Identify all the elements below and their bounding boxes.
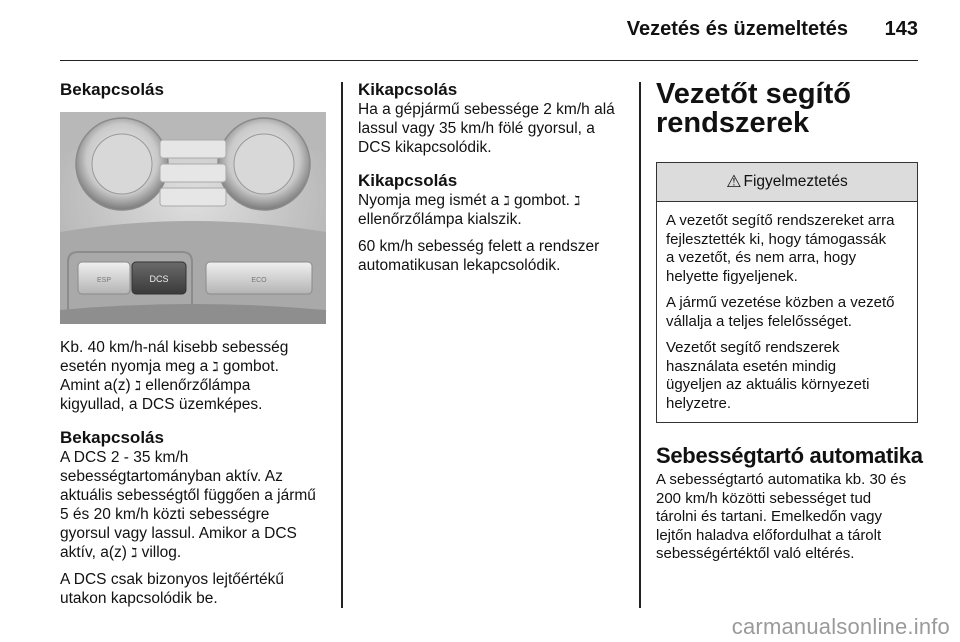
chapter-title-line: Vezetőt segítő [656, 78, 851, 110]
column-divider-2 [639, 82, 641, 608]
button-label-eco: ECO [251, 277, 267, 284]
warning-box [656, 162, 918, 423]
text-line: villog. [137, 544, 182, 561]
button-label-esp: ESP [96, 277, 112, 284]
text-line: Vezetőt segítő rendszerek [666, 339, 840, 356]
section-kikapcsolas-1 [358, 80, 630, 157]
section-cruise-control [656, 443, 922, 564]
section-heading: Kikapcsolás [358, 171, 458, 190]
text-line: A DCS csak bizonyos lejtőértékű [60, 571, 284, 588]
text-line: esetén nyomja meg a [60, 358, 213, 375]
text-line: ellenőrzőlámpa [141, 377, 251, 394]
text-line: Amint a(z) [60, 377, 135, 394]
text-line: gombot. [218, 358, 279, 375]
text-line: Ha a gépjármű sebessége 2 km/h alá [358, 101, 615, 118]
dashboard-photo [60, 112, 326, 324]
text-line: tárolni és tartani. Emelkedőn vagy [656, 508, 882, 525]
text-line: aktív, a(z) [60, 544, 132, 561]
text-line: ügyeljen az aktuális környezeti [666, 376, 870, 393]
text-line: A jármű vezetése közben a vezető [666, 294, 895, 311]
page-number: 143 [884, 18, 918, 40]
watermark: carmanualsonline.info [731, 614, 950, 639]
text-line: helyzetre. [666, 394, 732, 412]
column-2 [358, 76, 630, 289]
text-line: fejlesztették ki, hogy támogassák [666, 230, 887, 248]
text-line: Nyomja meg ismét a [358, 192, 504, 209]
dcs-icon: ℷ [503, 193, 510, 208]
column-divider-1 [341, 82, 343, 608]
dcs-icon: ℷ [212, 359, 219, 374]
text-line: helyette figyeljenek. [666, 267, 798, 285]
chapter-title-line: rendszerek [656, 107, 810, 139]
warning-label: Figyelmeztetés [743, 173, 848, 190]
text-line: lejtőn haladva előfordulhat a tárolt [656, 526, 882, 544]
text-line: ellenőrzőlámpa kialszik. [358, 211, 522, 228]
paragraph-bekapcsolas [60, 338, 328, 414]
chapter-title [656, 80, 922, 138]
text-line: 60 km/h sebesség felett a rendszer [358, 238, 600, 255]
dcs-icon: ℷ [574, 193, 581, 208]
page-header [60, 0, 918, 61]
text-line: sebességértéktől való eltérés. [656, 545, 855, 562]
text-line: gombot. [509, 192, 575, 209]
text-line: utakon kapcsolódik be. [60, 590, 218, 607]
text-line: a vezetőt, és nem arra, hogy [666, 249, 857, 266]
text-line: gyorsul vagy lassul. Amikor a DCS [60, 525, 297, 542]
dcs-icon: ℷ [134, 378, 141, 393]
section-bekapcsolas-2 [60, 428, 328, 608]
text-line: 5 és 20 km/h közti sebességre [60, 506, 270, 523]
text-line: aktuális sebességtől függően a jármű [60, 487, 316, 504]
text-line: A vezetőt segítő rendszereket arra [666, 212, 895, 229]
text-line: A sebességtartó automatika kb. 30 és [656, 471, 907, 488]
text-line: vállalja a teljes felelősséget. [666, 312, 852, 330]
text-line: lassul vagy 35 km/h fölé gyorsul, a [358, 120, 595, 137]
text-line: sebességtartományban aktív. Az [60, 468, 283, 485]
column-1 [60, 76, 328, 622]
text-line: A DCS 2 - 35 km/h [60, 449, 189, 466]
section-heading-cruise: Sebességtartó automatika [656, 443, 923, 468]
warning-header [657, 163, 917, 202]
text-line: Kb. 40 km/h-nál kisebb sebesség [60, 339, 289, 356]
warning-body [657, 202, 917, 422]
section-heading: Kikapcsolás [358, 80, 458, 99]
button-label-dcs: DCS [149, 274, 169, 284]
text-line: DCS kikapcsolódik. [358, 139, 492, 156]
section-heading: Bekapcsolás [60, 428, 164, 447]
text-line: 200 km/h közötti sebességet tud [656, 489, 872, 507]
section-kikapcsolas-2 [358, 171, 630, 275]
column-3 [656, 76, 922, 578]
section-heading-bekapcsolas: Bekapcsolás [60, 80, 164, 99]
text-line: használata esetén mindig [666, 357, 837, 375]
dcs-icon: ℷ [131, 545, 138, 560]
header-title: Vezetés és üzemeltetés [626, 18, 848, 40]
text-line: kigyullad, a DCS üzemképes. [60, 396, 263, 413]
warning-icon: ⚠ [726, 172, 742, 191]
text-line: automatikusan lekapcsolódik. [358, 257, 561, 274]
